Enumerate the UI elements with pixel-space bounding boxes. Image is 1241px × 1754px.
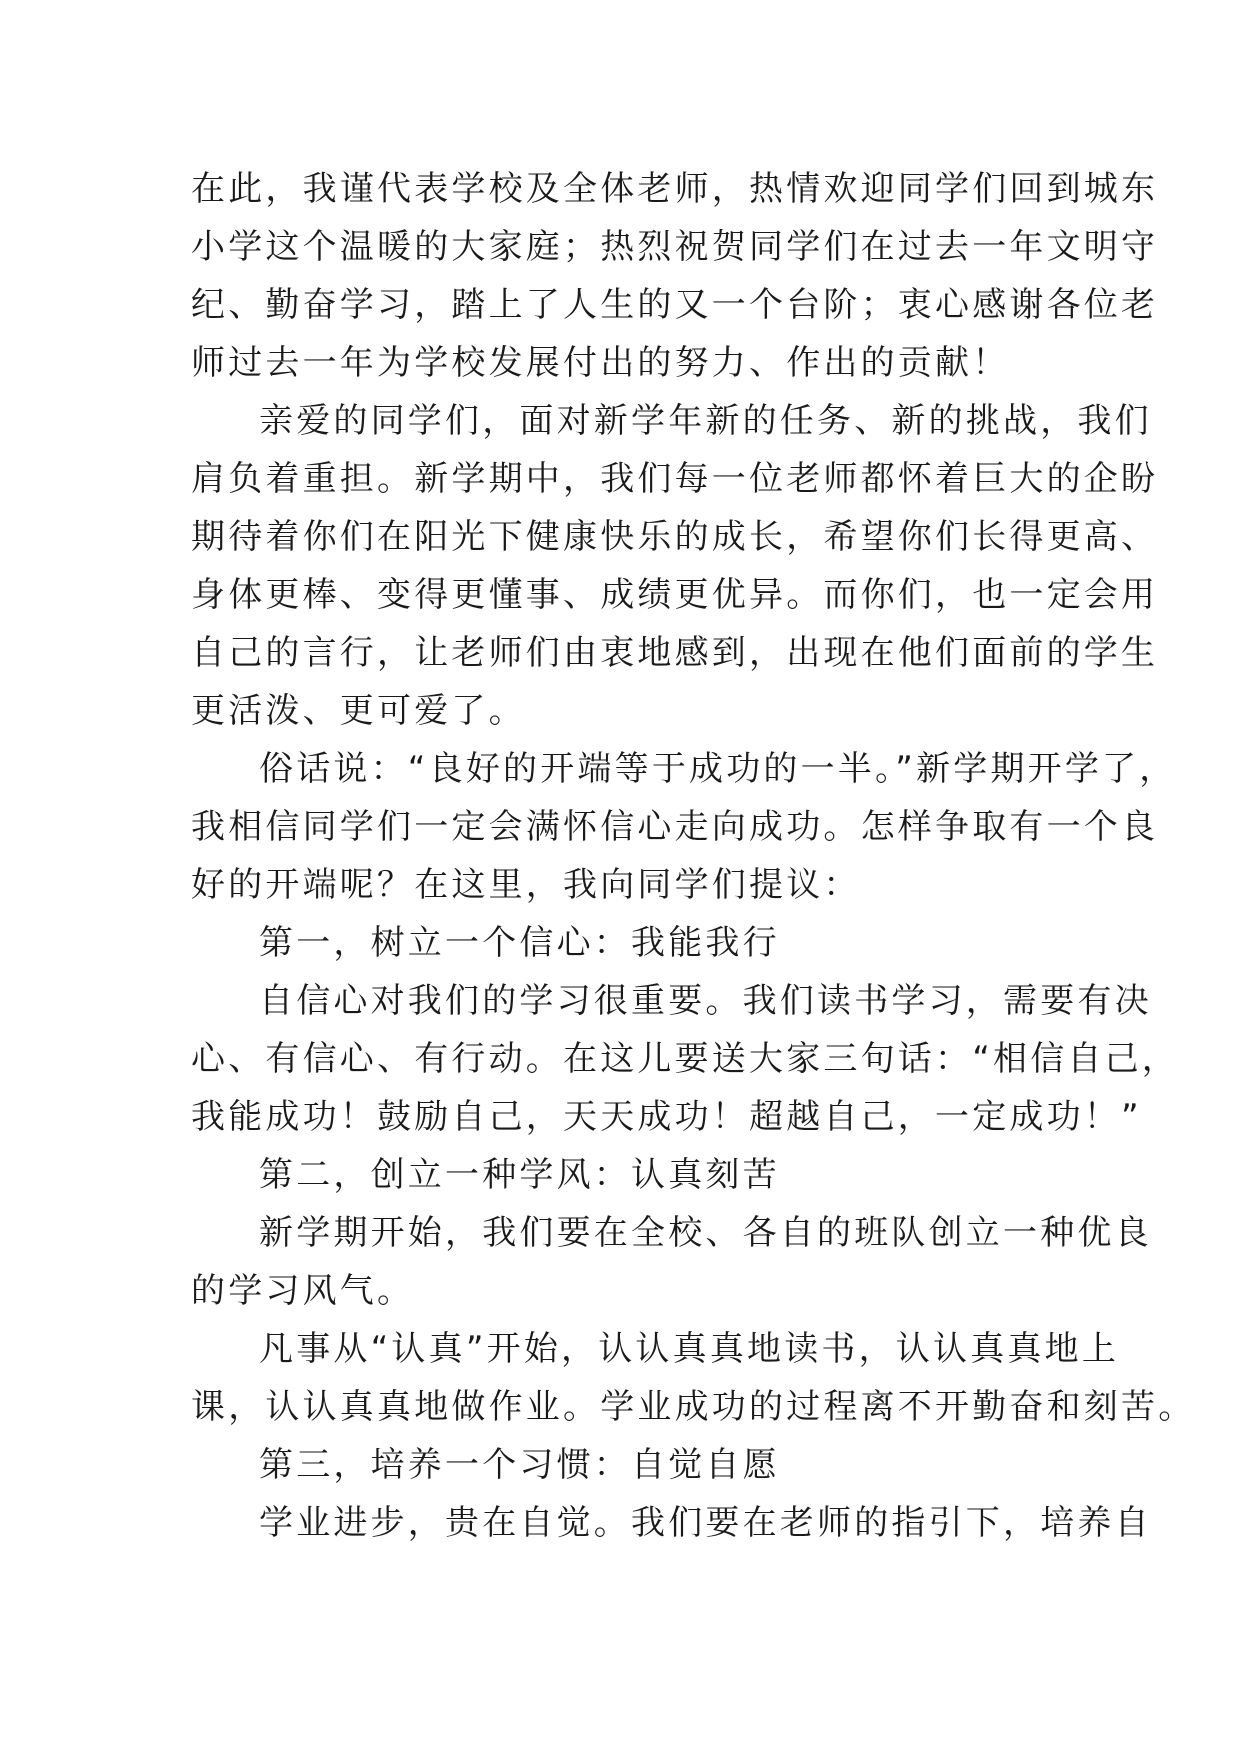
text-line: 自己的言行，让老师们由衷地感到，出现在他们面前的学生 bbox=[191, 633, 1159, 673]
text-line: 新学期开始，我们要在全校、各自的班队创立一种优良 bbox=[259, 1213, 1152, 1253]
text-line: 更活泼、更可爱了。 bbox=[191, 691, 526, 731]
text-line: 俗话说：“良好的开端等于成功的一半。”新学期开学了， bbox=[259, 749, 1177, 789]
text-line: 肩负着重担。新学期中，我们每一位老师都怀着巨大的企盼 bbox=[191, 459, 1159, 499]
body-text bbox=[191, 160, 1196, 1552]
text-line: 小学这个温暖的大家庭；热烈祝贺同学们在过去一年文明守 bbox=[191, 227, 1159, 267]
text-line: 师过去一年为学校发展付出的努力、作出的贡献！ bbox=[191, 343, 1010, 383]
text-line: 在此，我谨代表学校及全体老师，热情欢迎同学们回到城东 bbox=[191, 169, 1159, 209]
text-line: 我相信同学们一定会满怀信心走向成功。怎样争取有一个良 bbox=[191, 807, 1159, 847]
text-line: 课，认认真真地做作业。学业成功的过程离不开勤奋和刻苦。 bbox=[191, 1387, 1196, 1427]
text-line: 心、有信心、有行动。在这儿要送大家三句话：“相信自己， bbox=[191, 1039, 1180, 1079]
text-line: 自信心对我们的学习很重要。我们读书学习，需要有决 bbox=[259, 981, 1152, 1021]
text-line: 我能成功！鼓励自己，天天成功！超越自己，一定成功！” bbox=[191, 1097, 1142, 1137]
text-line: 纪、勤奋学习，踏上了人生的又一个台阶；衷心感谢各位老 bbox=[191, 285, 1159, 325]
section-heading: 第二，创立一种学风：认真刻苦 bbox=[259, 1155, 780, 1195]
text-line: 好的开端呢？在这里，我向同学们提议： bbox=[191, 865, 861, 905]
section-heading: 第三，培养一个习惯：自觉自愿 bbox=[259, 1445, 780, 1485]
text-line: 身体更棒、变得更懂事、成绩更优异。而你们，也一定会用 bbox=[191, 575, 1159, 615]
section-heading: 第一，树立一个信心：我能我行 bbox=[259, 923, 780, 963]
text-line: 学业进步，贵在自觉。我们要在老师的指引下，培养自 bbox=[259, 1503, 1152, 1543]
text-line: 期待着你们在阳光下健康快乐的成长，希望你们长得更高、 bbox=[191, 517, 1159, 557]
text-line: 的学习风气。 bbox=[191, 1271, 415, 1311]
text-line: 亲爱的同学们，面对新学年新的任务、新的挑战，我们 bbox=[259, 401, 1152, 441]
text-line: 凡事从“认真”开始，认认真真地读书，认认真真地上 bbox=[259, 1329, 1120, 1369]
